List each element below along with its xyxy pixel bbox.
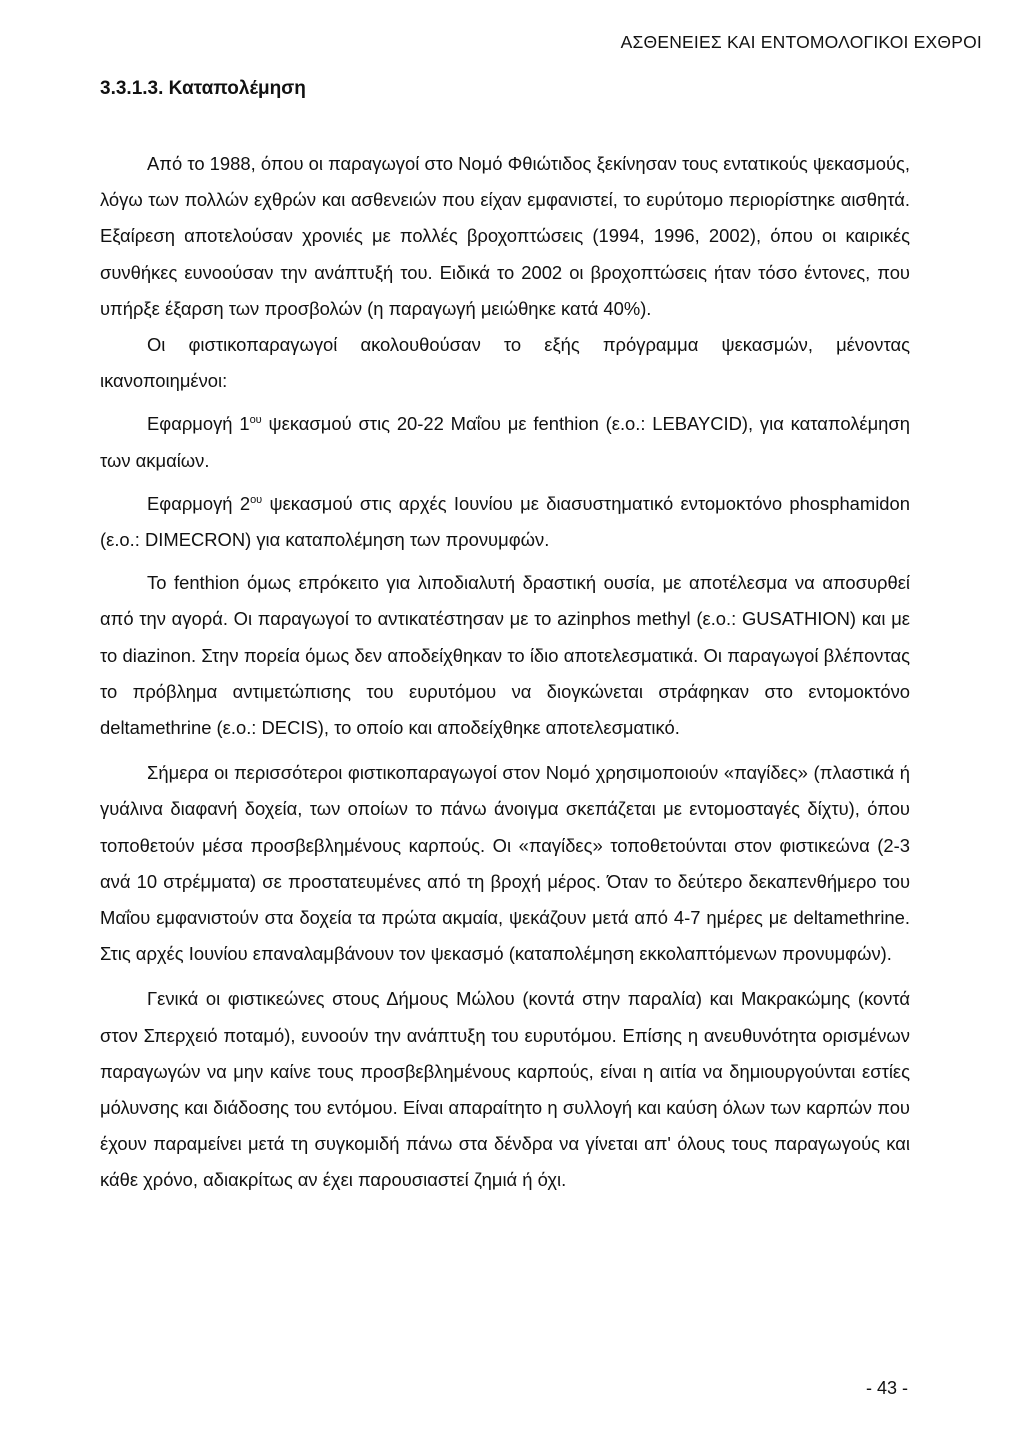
body-text bbox=[100, 146, 910, 1199]
running-header: ΑΣΘΕΝΕΙΕΣ ΚΑΙ ΕΝΤΟΜΟΛΟΓΙΚΟΙ ΕΧΘΡΟΙ bbox=[620, 32, 982, 52]
first-spray-ordinal-suffix: ου bbox=[249, 414, 262, 427]
first-spray-text-rest: ψεκασμού στις 20-22 Μαΐου με fenthion (ε.ο.: LEBAYCID), για καταπολέμηση των ακμαίων. bbox=[100, 413, 910, 471]
second-spray-text-rest: ψεκασμού στις αρχές Ιουνίου με διασυστηματικό εντομοκτόνο phosphamidon (ε.ο.: DIMECRON) για καταπολέμηση των προνυμφών. bbox=[100, 492, 910, 551]
paragraph-first-spray bbox=[100, 406, 910, 478]
paragraph-general: Γενικά οι φιστικεώνες στους Δήμους Μώλου (κοντά στην παραλία) και Μακρακώμης (κοντά στον Σπερχειό ποταμό), ευνοούν την ανάπτυξη του ευρυτόμου. Επίσης η ανευθυνότητα ορισμένων παραγωγών να μην καίνε τους προσβεβλημένους καρπούς, είναι η αιτία να δημιουργούνται εστίες μόλυνσης και διάδοσης του εντόμου. Είναι απαραίτητο η συλλογή και καύση όλων των καρπών που έχουν παραμείνει μετά τη συγκομιδή πάνω στα δένδρα να γίνεται απ' όλους τους παραγωγούς και κάθε χρόνο, αδιακρίτως αν έχει παρουσιαστεί ζημιά ή όχι. bbox=[100, 988, 910, 1191]
paragraph-intro: Από το 1988, όπου οι παραγωγοί στο Νομό Φθιώτιδος ξεκίνησαν τους εντατικούς ψεκασμούς, λόγω των πολλών εχθρών και ασθενειών που είχαν εμφανιστεί, το ευρύτομο περιορίστηκε αισθητά. Εξαίρεση αποτελούσαν χρονιές με πολλές βροχοπτώσεις (1994, 1996, 2002), όπου οι καιρικές συνθήκες ευνοούσαν την ανάπτυξή του. Ειδικά το 2002 οι βροχοπτώσεις ήταν τόσο έντονες, που υπήρξε έξαρση των προσβολών (η παραγωγή μειώθηκε κατά 40%). bbox=[100, 153, 910, 319]
second-spray-ordinal-suffix: ου bbox=[250, 493, 263, 506]
paragraph-spray-program: Οι φιστικοπαραγωγοί ακολουθούσαν το εξής πρόγραμμα ψεκασμών, μένοντας ικανοποιημένοι: bbox=[100, 334, 910, 392]
paragraph-second-spray bbox=[100, 486, 910, 558]
section-title: 3.3.1.3. Καταπολέμηση bbox=[100, 78, 306, 99]
first-spray-text-start: Εφαρμογή 1 bbox=[147, 413, 250, 435]
page-number: - 43 - bbox=[865, 1378, 908, 1398]
paragraph-traps: Σήμερα οι περισσότεροι φιστικοπαραγωγοί στον Νομό χρησιμοποιούν «παγίδες» (πλαστικά ή γυάλινα διαφανή δοχεία, των οποίων το πάνω άνοιγμα σκεπάζεται με εντομοσταγές δίχτυ), όπου τοποθετούν μέσα προσβεβλημένους καρπούς. Οι «παγίδες» τοποθετούνται στον φιστικεώνα (2-3 ανά 10 στρέμματα) σε προστατευμένες από τη βροχή μέρος. Όταν το δεύτερο δεκαπενθήμερο του Μαΐου εμφανιστούν στα δοχεία τα πρώτα ακμαία, ψεκάζουν μετά από 4-7 ημέρες με deltamethrine. Στις αρχές Ιουνίου επαναλαμβάνουν τον ψεκασμό (καταπολέμηση εκκολαπτόμενων προνυμφών). bbox=[100, 762, 910, 965]
second-spray-text-start: Εφαρμογή 2 bbox=[147, 492, 251, 514]
paragraph-fenthion-replacement: Το fenthion όμως επρόκειτο για λιποδιαλυτή δραστική ουσία, με αποτέλεσμα να αποσυρθεί από την αγορά. Οι παραγωγοί το αντικατέστησαν με το azinphos methyl (ε.ο.: GUSATHION) και με το diazinon. Στην πορεία όμως δεν αποδείχθηκαν το ίδιο αποτελεσματικά. Οι παραγωγοί βλέποντας το πρόβλημα αντιμετώπισης του ευρυτόμου να διογκώνεται στράφηκαν στο εντομοκτόνο deltamethrine (ε.ο.: DECIS), το οποίο και αποδείχθηκε αποτελεσματικό. bbox=[100, 572, 910, 739]
